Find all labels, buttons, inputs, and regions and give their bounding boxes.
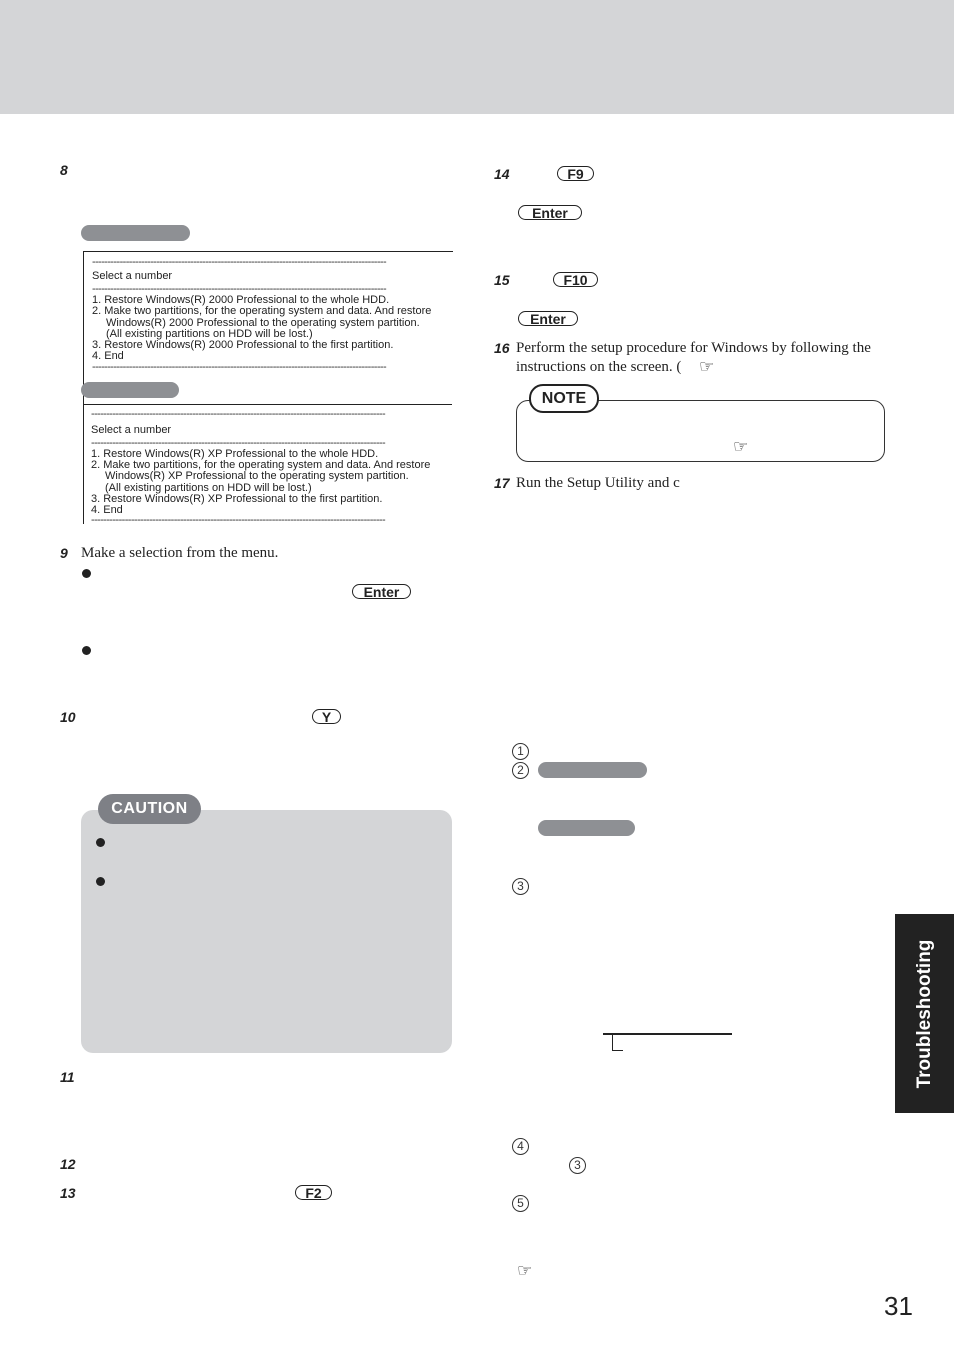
step-14-number: 14	[494, 166, 510, 182]
dash-rule: ------------------------------------------------------------------------------------------------	[91, 437, 386, 449]
step-16-text: Perform the setup procedure for Windows by following the	[516, 340, 871, 356]
bullet	[82, 569, 91, 578]
menu-option: Windows(R) 2000 Professional to the operating system partition.	[106, 317, 420, 329]
menu-option: 3. Restore Windows(R) XP Professional to the first partition.	[91, 493, 383, 505]
enter-key: Enter	[518, 205, 582, 220]
os-label-pill-xp	[81, 382, 179, 398]
caution-label: CAUTION	[98, 794, 201, 824]
step-9-number: 9	[60, 545, 68, 561]
os-label-pill-2000	[81, 225, 190, 241]
menu-option: (All existing partitions on HDD will be lost.)	[106, 328, 313, 340]
step-11-number: 11	[60, 1069, 75, 1085]
dash-rule: ------------------------------------------------------------------------------------------------	[92, 361, 387, 373]
bullet	[96, 838, 105, 847]
dash-rule: ------------------------------------------------------------------------------------------------	[91, 408, 386, 420]
menu-option: 4. End	[91, 504, 123, 516]
y-key: Y	[312, 709, 341, 724]
bullet	[96, 877, 105, 886]
dash-rule: ------------------------------------------------------------------------------------------------	[91, 514, 386, 526]
step-17-number: 17	[494, 475, 510, 491]
step-17-text: Run the Setup Utility and c	[516, 475, 680, 491]
reference-hand-icon: ☞	[699, 357, 715, 377]
section-tab-troubleshooting	[895, 914, 954, 1113]
menu-option: (All existing partitions on HDD will be lost.)	[105, 482, 312, 494]
menu-option: Windows(R) XP Professional to the operating system partition.	[105, 470, 409, 482]
step-9-text: Make a selection from the menu.	[81, 545, 279, 561]
menu-option: 1. Restore Windows(R) XP Professional to the whole HDD.	[91, 448, 379, 460]
os-label-pill	[538, 762, 647, 778]
step-13-number: 13	[60, 1185, 76, 1201]
dash-rule: ------------------------------------------------------------------------------------------------	[92, 256, 387, 268]
menu-option: 1. Restore Windows(R) 2000 Professional to the whole HDD.	[92, 294, 390, 306]
circled-number-4: 4	[512, 1138, 529, 1155]
step-8-number: 8	[60, 162, 68, 178]
menu-prompt: Select a number	[91, 424, 172, 436]
note-label: NOTE	[529, 384, 599, 413]
dash-rule: ------------------------------------------------------------------------------------------------	[92, 283, 387, 295]
step-16-text-2: instructions on the screen. (	[516, 359, 682, 375]
bullet	[82, 646, 91, 655]
page-number: 31	[884, 1291, 913, 1321]
enter-key: Enter	[518, 311, 578, 326]
reference-hand-icon: ☞	[517, 1261, 533, 1281]
reference-hand-icon: ☞	[733, 437, 749, 457]
menu-option: 2. Make two partitions, for the operating system and data. And restore	[91, 459, 431, 471]
menu-prompt: Select a number	[92, 270, 173, 282]
f9-key: F9	[557, 166, 594, 181]
menu-box-xp-top	[83, 404, 452, 405]
menu-option: 3. Restore Windows(R) 2000 Professional to the first partition.	[92, 339, 394, 351]
circled-number-3-ref: 3	[569, 1157, 586, 1174]
circled-number-5: 5	[512, 1195, 529, 1212]
menu-option: 4. End	[92, 350, 124, 362]
f10-key: F10	[553, 272, 598, 287]
header-band	[0, 0, 954, 114]
section-tab-label: Troubleshooting	[913, 939, 935, 1088]
menu-option: 2. Make two partitions, for the operating system and data. And restore	[92, 305, 432, 317]
f2-key: F2	[295, 1185, 332, 1200]
caution-box	[81, 810, 452, 1053]
circled-number-1: 1	[512, 743, 529, 760]
step-10-number: 10	[60, 709, 76, 725]
os-label-pill	[538, 820, 635, 836]
step-16-number: 16	[494, 340, 510, 356]
step-12-number: 12	[60, 1156, 76, 1172]
enter-key: Enter	[352, 584, 411, 599]
menu-box-xp	[83, 406, 452, 524]
circled-number-3: 3	[512, 878, 529, 895]
circled-number-2: 2	[512, 762, 529, 779]
step-15-number: 15	[494, 272, 510, 288]
corner-bracket	[612, 1034, 623, 1051]
